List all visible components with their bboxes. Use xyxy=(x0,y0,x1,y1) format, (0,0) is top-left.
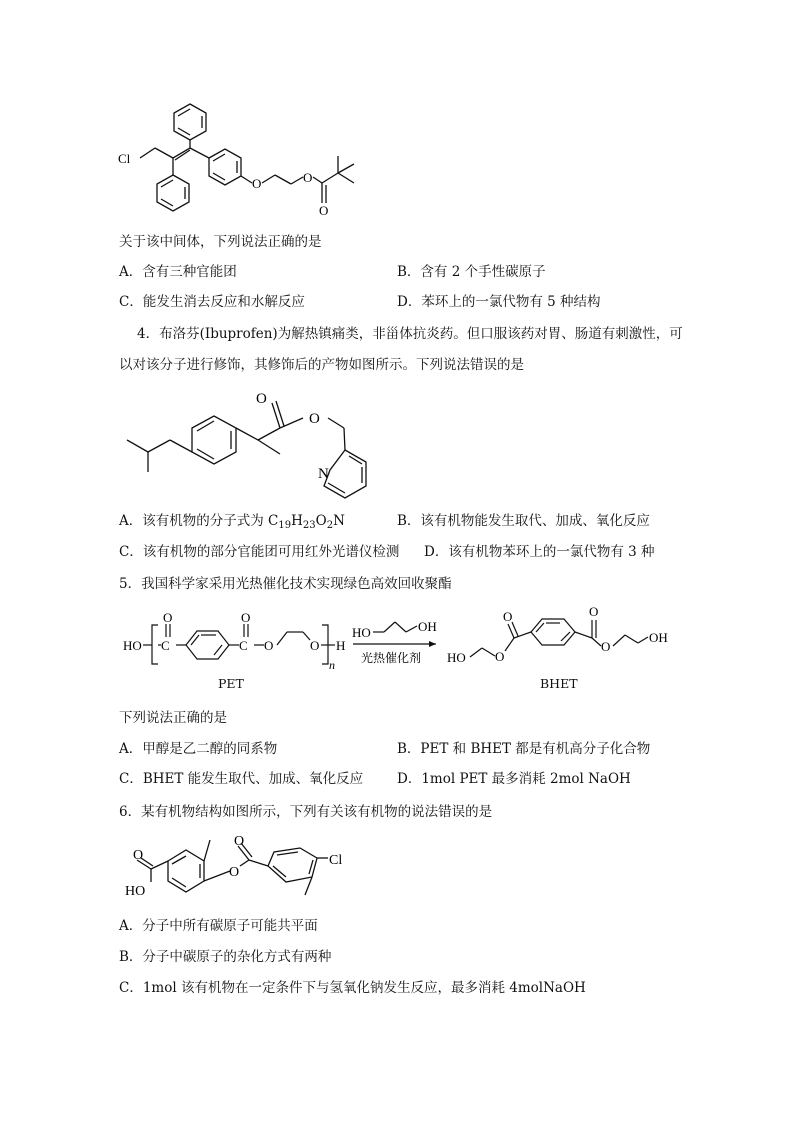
q4-struct-o-label: O xyxy=(256,391,267,407)
q4-formula-atom: H xyxy=(291,513,303,529)
q5-pet-n-label: n xyxy=(329,658,335,672)
q5-option-c: C．BHET 能发生取代、加成、氧化反应 xyxy=(119,771,364,787)
q5-pet-c-label: C xyxy=(161,638,170,653)
q4-formula-sub: 23 xyxy=(302,520,316,531)
q4-formula-atom: N xyxy=(333,513,345,529)
q5-pet-o-label: O xyxy=(310,638,320,653)
q4-formula-atom: O xyxy=(315,513,327,529)
q4-formula-sub: 19 xyxy=(278,520,292,531)
q6-struct-o-label: O xyxy=(234,834,245,849)
q6-struct-o-label: O xyxy=(229,865,240,880)
q4-option-d: D．该有机物苯环上的一氯代物有 3 种 xyxy=(424,544,655,560)
q6-struct-cl-label: Cl xyxy=(329,853,343,868)
q6-stem: 6．某有机物结构如图所示，下列有关该有机物的说法错误的是 xyxy=(119,804,493,820)
q5-option-b: B．PET 和 BHET 都是有机高分子化合物 xyxy=(397,741,651,757)
q5-pet-o-label: O xyxy=(264,638,274,653)
q3-option-c: C．能发生消去反应和水解反应 xyxy=(119,294,305,310)
q4-stem-line2: 以对该分子进行修饰，其修饰后的产物如图所示。下列说法错误的是 xyxy=(119,357,524,373)
q4-formula-sub: 2 xyxy=(326,520,334,531)
q6-struct-o-label: O xyxy=(133,848,144,863)
q4-stem-line1: 4．布洛芬(Ibuprofen)为解热镇痛类，非甾体抗炎药。但口服该药对胃、肠道有刺激性，可 xyxy=(137,326,683,342)
q5-pet-o-label: O xyxy=(163,610,173,625)
q5-reagent-ho-label: HO xyxy=(352,625,371,640)
q4-struct-n-label: N xyxy=(318,466,329,482)
q5-catalyst-label: 光热催化剂 xyxy=(361,651,422,665)
q5-option-a: A．甲醇是乙二醇的同系物 xyxy=(119,741,278,757)
q6-option-c: C．1mol 该有机物在一定条件下与氢氧化钠发生反应，最多消耗 4molNaOH xyxy=(119,980,586,996)
q6-option-b: B．分子中碳原子的杂化方式有两种 xyxy=(119,949,332,965)
q4-struct-o-label: O xyxy=(309,411,320,427)
q5-reagent-oh-label: OH xyxy=(418,619,437,634)
q5-bhet-o-label: O xyxy=(503,609,513,624)
q5-bhet-oh-label: OH xyxy=(649,630,668,645)
q5-pet-ho-label: HO xyxy=(123,638,142,653)
q3-struct-o-label: O xyxy=(319,203,329,218)
q5-pet-name: PET xyxy=(218,676,244,691)
q5-bhet-ho-label: HO xyxy=(447,650,466,665)
q3-struct-cl-label: Cl xyxy=(118,151,131,166)
q6-struct-ho-label: HO xyxy=(125,884,146,899)
q3-option-b: B．含有 2 个手性碳原子 xyxy=(397,264,546,280)
q5-stem: 5．我国科学家采用光热催化技术实现绿色高效回收聚酯 xyxy=(119,576,452,592)
q3-option-d: D．苯环上的一氯代物有 5 种结构 xyxy=(397,294,601,310)
q4-option-b: B．该有机物能发生取代、加成、氧化反应 xyxy=(397,513,650,529)
q5-bhet-o-label: O xyxy=(589,604,599,619)
q5-bhet-name: BHET xyxy=(540,676,578,691)
q5-pet-h-label: H xyxy=(336,638,346,653)
q3-option-a: A．含有三种官能团 xyxy=(119,264,237,280)
q5-pet-o-label: O xyxy=(241,610,251,625)
q5-bhet-o-label: O xyxy=(495,649,505,664)
q3-struct-o-label: O xyxy=(303,170,313,185)
q3-stem: 关于该中间体，下列说法正确的是 xyxy=(119,234,322,250)
q4-option-c: C．该有机物的部分官能团可用红外光谱仪检测 xyxy=(119,544,400,560)
q4-option-a-prefix: A．该有机物的分子式为 C xyxy=(119,513,279,529)
q5-question-text: 下列说法正确的是 xyxy=(119,710,227,726)
q6-option-a: A．分子中所有碳原子可能共平面 xyxy=(119,918,318,934)
q5-pet-c-label: C xyxy=(239,638,248,653)
q5-option-d: D．1mol PET 最多消耗 2mol NaOH xyxy=(397,771,631,787)
q3-struct-o-label: O xyxy=(252,176,262,191)
q5-bhet-o-label: O xyxy=(601,639,611,654)
